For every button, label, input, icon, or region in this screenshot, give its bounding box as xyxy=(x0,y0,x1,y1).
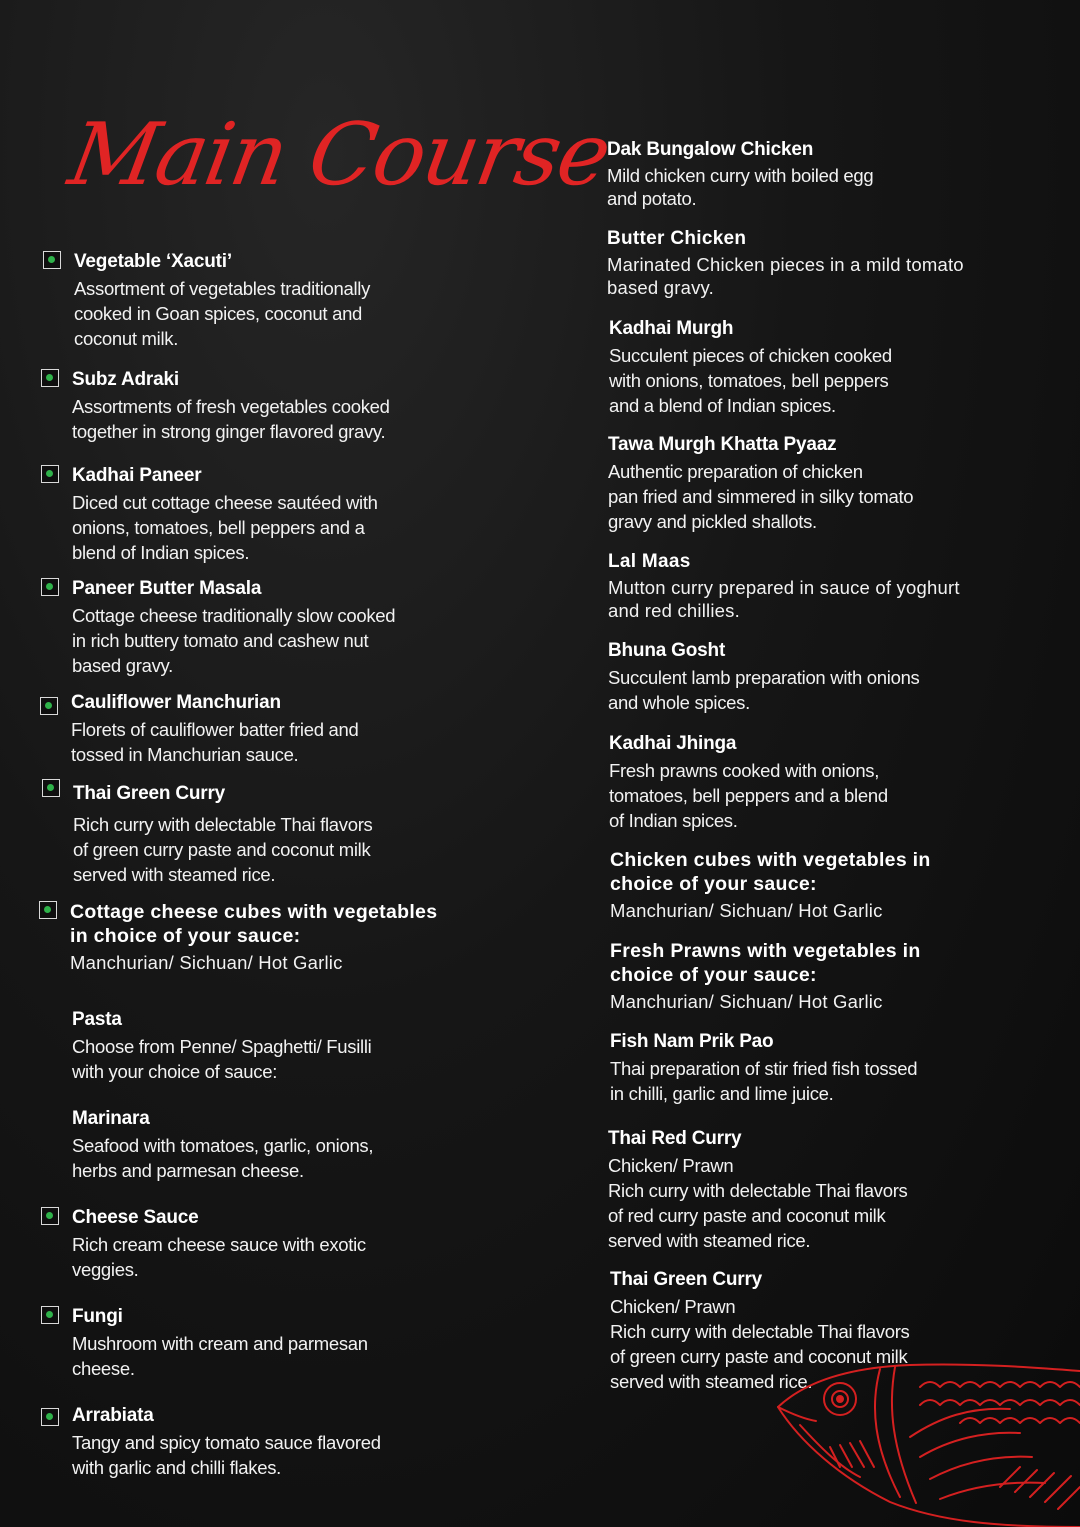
menu-item-tawa-murgh-khatta-pyaaz xyxy=(608,433,1008,534)
item-name: Cauliflower Manchurian xyxy=(71,692,281,713)
menu-item-cheese-sauce xyxy=(72,1206,472,1282)
menu-item-pasta xyxy=(72,1008,472,1084)
fish-illustration-icon xyxy=(770,1347,1080,1527)
item-description: Succulent pieces of chicken cooked with onions, tomatoes, bell peppers and a blend of Indian spices. xyxy=(609,345,892,416)
veg-indicator-icon xyxy=(39,901,57,919)
menu-item-arrabiata xyxy=(72,1404,472,1480)
item-description: Mutton curry prepared in sauce of yoghurt and red chillies. xyxy=(608,577,960,621)
item-description: Cottage cheese traditionally slow cooked in rich buttery tomato and cashew nut based gravy. xyxy=(72,605,396,676)
item-description: Choose from Penne/ Spaghetti/ Fusilli with your choice of sauce: xyxy=(72,1036,372,1082)
item-description: Rich curry with delectable Thai flavors of green curry paste and coconut milk served with steamed rice. xyxy=(73,814,373,885)
item-description: Manchurian/ Sichuan/ Hot Garlic xyxy=(70,952,343,973)
item-description: Diced cut cottage cheese sautéed with onions, tomatoes, bell peppers and a blend of Indian spices. xyxy=(72,492,378,563)
item-name: Kadhai Murgh xyxy=(609,318,734,339)
item-description: Tangy and spicy tomato sauce flavored with garlic and chilli flakes. xyxy=(72,1432,381,1478)
menu-item-chicken-cubes xyxy=(610,848,1030,923)
item-name: Lal Maas xyxy=(608,551,691,572)
item-name: Bhuna Gosht xyxy=(608,640,726,661)
item-description: Assortment of vegetables traditionally cooked in Goan spices, coconut and coconut milk. xyxy=(74,278,371,349)
veg-indicator-icon xyxy=(43,251,61,269)
item-name: Tawa Murgh Khatta Pyaaz xyxy=(608,434,837,455)
item-name: Kadhai Paneer xyxy=(72,465,202,486)
page-title xyxy=(62,92,617,232)
item-description: Chicken/ Prawn Rich curry with delectable Thai flavors of red curry paste and coconut milk served with steamed rice. xyxy=(608,1155,908,1251)
menu-item-cottage-cheese-cubes xyxy=(70,900,490,975)
item-description: Authentic preparation of chicken pan fried and simmered in silky tomato gravy and pickled shallots. xyxy=(608,461,914,532)
menu-item-dak-bungalow-chicken xyxy=(607,138,1007,210)
veg-indicator-icon xyxy=(41,369,59,387)
item-description: Florets of cauliflower batter fried and tossed in Manchurian sauce. xyxy=(71,719,359,765)
menu-item-marinara xyxy=(72,1107,472,1183)
item-name: Marinara xyxy=(72,1108,150,1129)
veg-indicator-icon xyxy=(41,1408,59,1426)
item-description: Manchurian/ Sichuan/ Hot Garlic xyxy=(610,991,883,1012)
veg-indicator-icon xyxy=(41,1207,59,1225)
title-script xyxy=(62,92,617,232)
item-description: Marinated Chicken pieces in a mild tomato based gravy. xyxy=(607,254,964,298)
title-text: Main Course xyxy=(62,105,617,205)
menu-item-kadhai-jhinga xyxy=(609,732,1009,833)
item-name: Thai Green Curry xyxy=(73,783,226,804)
item-description: Succulent lamb preparation with onions and whole spices. xyxy=(608,667,920,713)
item-name: Thai Red Curry xyxy=(608,1128,742,1149)
menu-item-subz-adraki xyxy=(72,368,472,444)
item-description: Chicken/ Prawn Rich curry with delectable Thai flavors of green curry paste and coconut milk served with steamed rice. xyxy=(610,1296,910,1392)
veg-indicator-icon xyxy=(41,578,59,596)
item-name: Cheese Sauce xyxy=(72,1207,199,1228)
item-description: Seafood with tomatoes, garlic, onions, herbs and parmesan cheese. xyxy=(72,1135,374,1181)
item-name: Subz Adraki xyxy=(72,369,179,390)
menu-item-butter-chicken xyxy=(607,227,1027,299)
menu-item-thai-red-curry xyxy=(608,1127,1008,1253)
veg-indicator-icon xyxy=(40,697,58,715)
veg-indicator-icon xyxy=(41,1306,59,1324)
item-description: Fresh prawns cooked with onions, tomatoes, bell peppers and a blend of Indian spices. xyxy=(609,760,888,831)
menu-item-paneer-butter-masala xyxy=(72,577,472,678)
item-name: Kadhai Jhinga xyxy=(609,733,737,754)
item-name: Fresh Prawns with vegetables in choice of your sauce: xyxy=(610,940,921,986)
item-description: Manchurian/ Sichuan/ Hot Garlic xyxy=(610,900,883,921)
item-name: Paneer Butter Masala xyxy=(72,578,262,599)
item-name: Dak Bungalow Chicken xyxy=(607,139,814,160)
menu-item-thai-green-curry-veg xyxy=(73,782,473,887)
menu-item-kadhai-paneer xyxy=(72,464,472,565)
menu-item-fresh-prawns xyxy=(610,939,1030,1014)
item-name: Thai Green Curry xyxy=(610,1269,763,1290)
menu-item-vegetable-xacuti xyxy=(74,250,474,351)
item-description: Assortments of fresh vegetables cooked together in strong ginger flavored gravy. xyxy=(72,396,390,442)
menu-item-lal-maas xyxy=(608,550,1028,622)
menu-item-bhuna-gosht xyxy=(608,639,1008,715)
item-name: Chicken cubes with vegetables in choice of your sauce: xyxy=(610,849,931,895)
item-name: Fish Nam Prik Pao xyxy=(610,1031,774,1052)
item-name: Butter Chicken xyxy=(607,228,747,249)
item-name: Cottage cheese cubes with vegetables in choice of your sauce: xyxy=(70,901,438,947)
item-name: Fungi xyxy=(72,1306,123,1327)
menu-item-fish-nam-prik-pao xyxy=(610,1030,1010,1106)
item-name: Pasta xyxy=(72,1009,122,1030)
item-name: Vegetable ‘Xacuti’ xyxy=(74,251,232,272)
veg-indicator-icon xyxy=(42,779,60,797)
item-name: Arrabiata xyxy=(72,1405,154,1426)
veg-indicator-icon xyxy=(41,465,59,483)
item-description: Rich cream cheese sauce with exotic veggies. xyxy=(72,1234,366,1280)
item-description: Mild chicken curry with boiled egg and potato. xyxy=(607,165,874,209)
menu-item-fungi xyxy=(72,1305,472,1381)
menu-item-kadhai-murgh xyxy=(609,317,1009,418)
item-description: Thai preparation of stir fried fish tossed in chilli, garlic and lime juice. xyxy=(610,1058,918,1104)
item-description: Mushroom with cream and parmesan cheese. xyxy=(72,1333,368,1379)
menu-item-cauliflower-manchurian xyxy=(71,691,471,767)
